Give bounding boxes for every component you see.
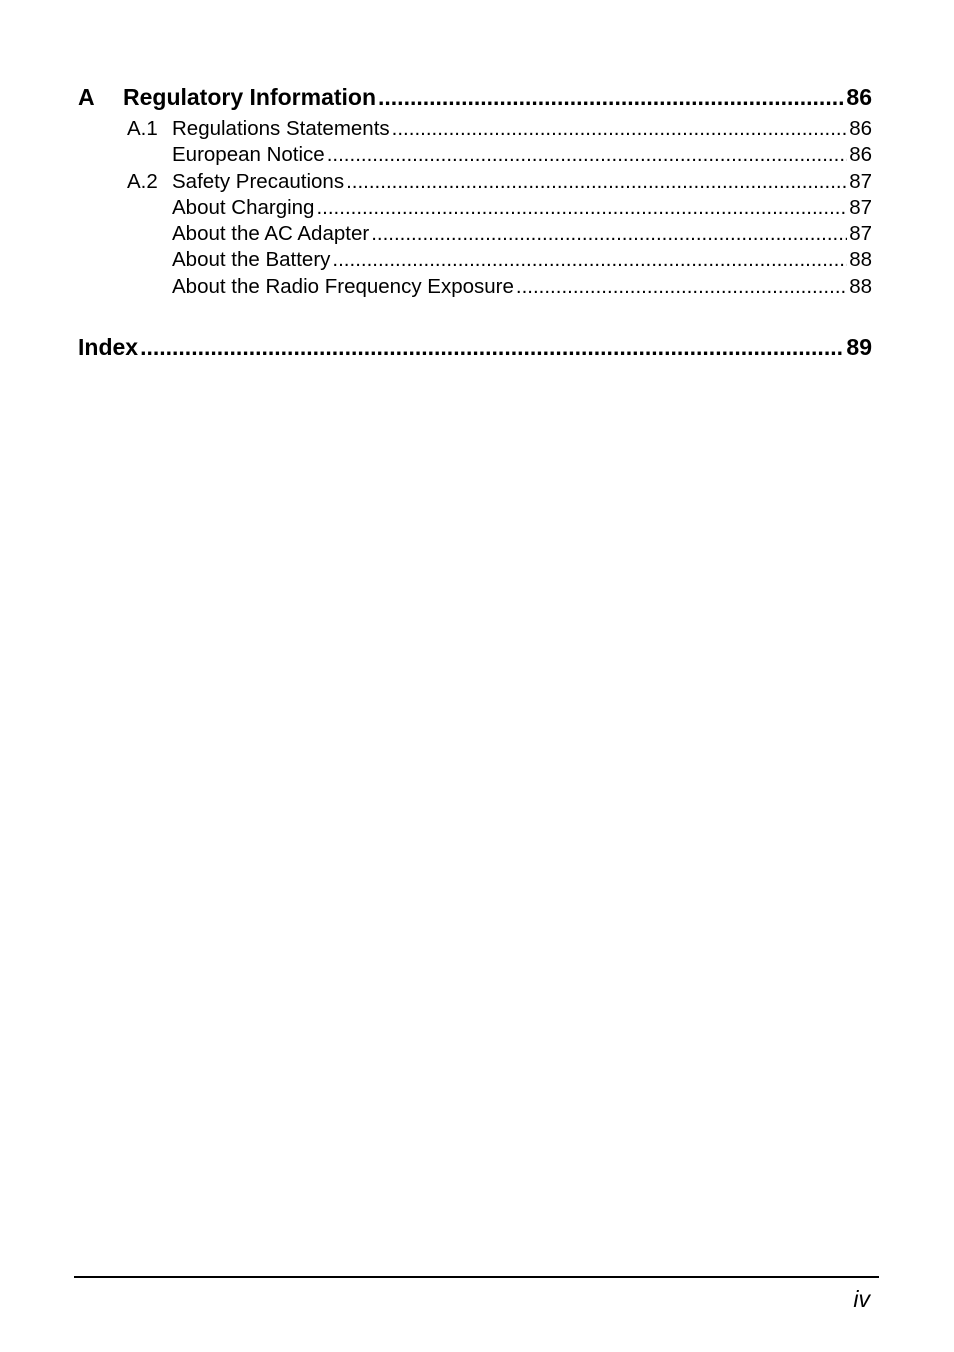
toc-entry-about-ac-adapter[interactable] (78, 221, 872, 247)
entry-page-number: 87 (849, 195, 872, 219)
section-number: A.1 (127, 117, 158, 140)
section-title: Regulations Statements (172, 117, 390, 140)
toc-entry-about-charging[interactable] (78, 195, 872, 221)
toc-entry-european-notice[interactable] (78, 142, 872, 168)
footer-page-number: iv (853, 1286, 870, 1312)
entry-title: About Charging (172, 195, 315, 219)
dot-leader (327, 142, 847, 168)
entry-title: About the AC Adapter (172, 222, 370, 246)
entry-page-number: 86 (849, 143, 872, 167)
entry-title: About the Battery (172, 248, 331, 272)
index-page-number: 89 (846, 334, 872, 361)
toc-entry-about-battery[interactable] (78, 247, 872, 273)
dot-leader (316, 195, 847, 221)
index-title: Index (78, 334, 139, 361)
entry-title: European Notice (172, 143, 325, 167)
toc-index[interactable] (78, 330, 872, 364)
chapter-page-number: 86 (846, 84, 872, 110)
chapter-title: Regulatory Information (123, 84, 377, 110)
dot-leader (346, 169, 847, 195)
footer-divider (74, 1276, 879, 1278)
dot-leader (332, 247, 847, 273)
entry-page-number: 87 (849, 222, 872, 246)
toc-entry-about-rf-exposure[interactable] (78, 274, 872, 300)
toc-section-a2[interactable] (78, 169, 872, 195)
chapter-number: A (78, 84, 95, 110)
table-of-contents (78, 80, 872, 364)
dot-leader (392, 116, 848, 142)
section-title: Safety Precautions (172, 169, 345, 193)
section-page-number: 86 (849, 117, 872, 140)
entry-page-number: 88 (849, 274, 872, 298)
toc-section-a1[interactable] (78, 116, 872, 142)
toc-chapter-a[interactable] (78, 80, 872, 114)
dot-leader (371, 221, 847, 247)
entry-page-number: 88 (849, 248, 872, 272)
dot-leader (516, 274, 847, 300)
section-number: A.2 (127, 169, 158, 193)
section-page-number: 87 (849, 169, 872, 193)
dot-leader (378, 80, 844, 114)
dot-leader (140, 330, 844, 364)
entry-title: About the Radio Frequency Exposure (172, 274, 514, 298)
